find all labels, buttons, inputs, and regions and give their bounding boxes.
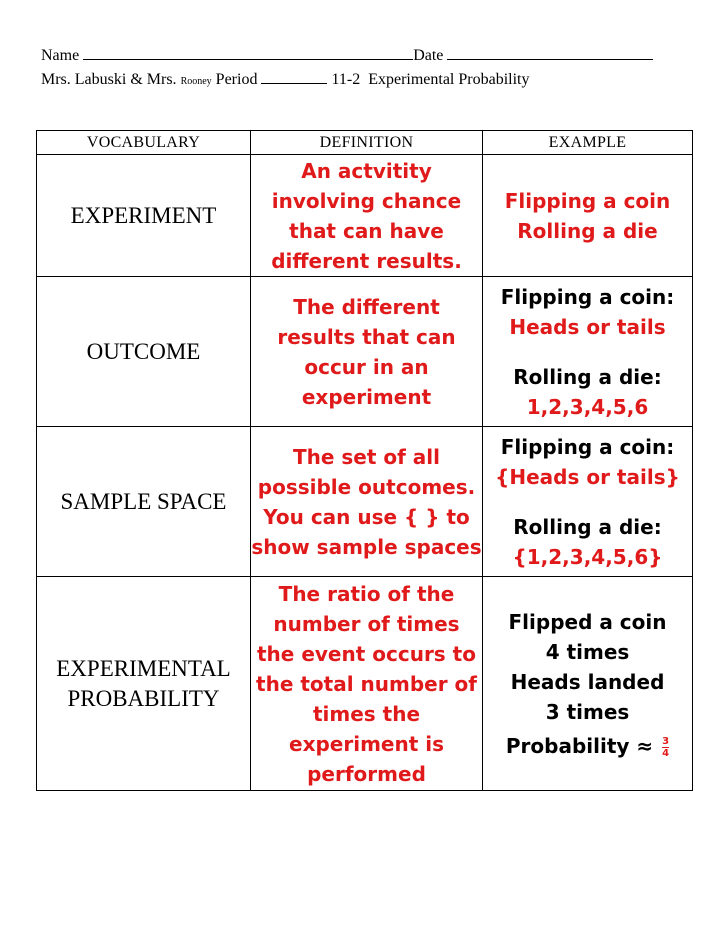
name-date-line [41,44,691,68]
example-line: 3 times [545,699,630,724]
table-row [37,577,693,791]
worksheet-header [41,44,691,94]
definition-line: experiment [301,384,432,409]
probability-label: Probability ≈ [505,733,654,758]
definition-header: DEFINITION [251,131,483,155]
example-spacer [483,342,692,362]
example-cell [483,577,693,791]
definition-cell [251,427,483,577]
definition-cell [251,277,483,427]
definition-cell [251,155,483,277]
definition-line: results that can [277,324,456,349]
term-text: PROBABILITY [67,685,220,711]
example-die-label: Rolling a die: [513,514,662,539]
example-coin-label: Flipping a coin: [500,434,675,459]
term-cell [37,277,251,427]
example-die-value: {1,2,3,4,5,6} [512,544,663,569]
table-row [37,427,693,577]
example-cell [483,277,693,427]
term-cell [37,577,251,791]
name-blank [83,44,413,60]
definition-line: An actvitity [301,158,432,183]
teacher-period-line [41,68,691,94]
fraction-numerator: 3 [662,735,670,747]
definition-line: The ratio of the [278,581,455,606]
definition-line: show sample spaces [251,534,482,559]
teachers-label: Mrs. Labuski & Mrs. [41,71,177,88]
probability-fraction [662,736,669,759]
term-text: SAMPLE SPACE [60,488,227,514]
term-text: EXPERIMENT [70,202,217,228]
example-coin-value: Heads or tails [509,314,666,339]
fraction-denominator: 4 [662,747,670,759]
example-header: EXAMPLE [483,131,693,155]
example-cell [483,427,693,577]
definition-line: The different [293,294,440,319]
name-label: Name [41,47,80,64]
table-header-row [37,131,693,155]
definition-line: experiment is [289,731,444,756]
definition-line: times the [312,701,421,726]
example-coin-value: {Heads or tails} [495,464,680,489]
probability-line [483,731,692,761]
teacher-small-name: Rooney [180,76,212,87]
definition-line: the event occurs to [257,641,476,666]
vocabulary-header: VOCABULARY [37,131,251,155]
definition-line: different results. [271,248,462,273]
example-coin-label: Flipping a coin: [500,284,675,309]
definition-line: possible outcomes. [257,474,476,499]
period-blank [261,68,327,84]
vocabulary-table [36,130,693,791]
definition-line: the total number of [256,671,477,696]
example-cell [483,155,693,277]
example-line: Flipped a coin [508,609,667,634]
lesson-title: 11-2 Experimental Probability [331,71,530,88]
term-cell [37,427,251,577]
example-spacer [483,492,692,512]
example-line: Flipping a coin [504,188,671,213]
definition-line: You can use { } to [263,504,470,529]
definition-line: that can have [289,218,444,243]
term-cell [37,155,251,277]
date-label: Date [413,47,444,64]
term-text: EXPERIMENTAL [56,655,231,681]
definition-line: involving chance [271,188,462,213]
term-text: OUTCOME [86,338,201,364]
definition-line: occur in an [304,354,429,379]
example-die-label: Rolling a die: [513,364,662,389]
definition-line: performed [307,761,426,786]
example-die-value: 1,2,3,4,5,6 [526,394,649,419]
table-row [37,155,693,277]
date-blank [447,44,653,60]
definition-cell [251,577,483,791]
period-label: Period [215,71,258,88]
example-line: 4 times [545,639,630,664]
example-line: Heads landed [510,669,665,694]
table-row [37,277,693,427]
definition-line: The set of all [292,444,440,469]
definition-line: number of times [273,611,460,636]
example-line: Rolling a die [517,218,658,243]
